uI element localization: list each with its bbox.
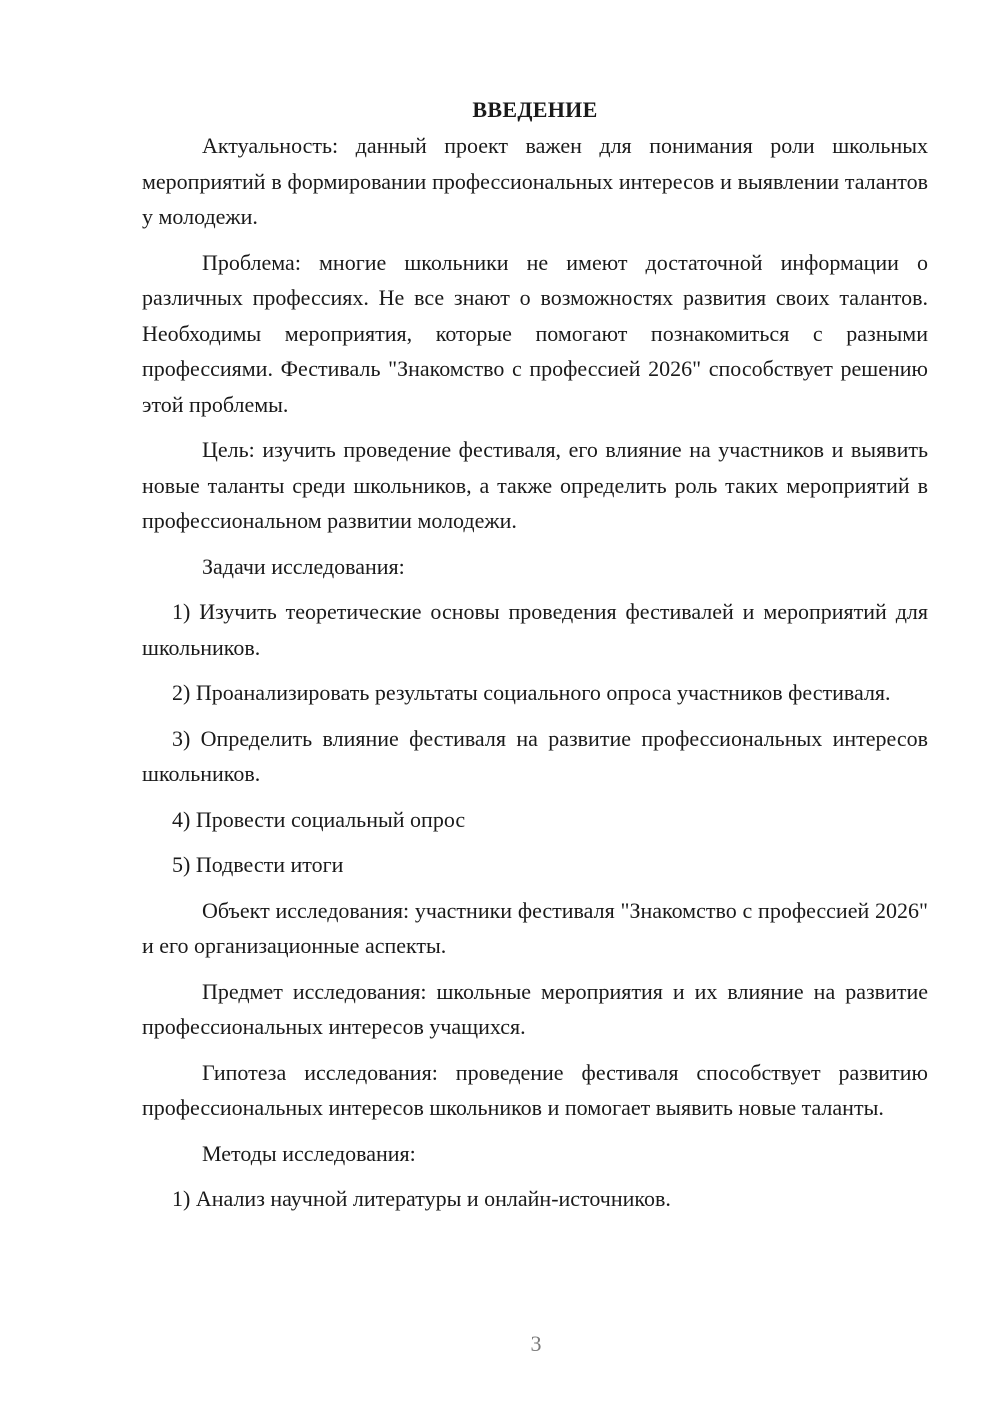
section-heading: ВВЕДЕНИЕ xyxy=(472,97,598,122)
document-page xyxy=(142,92,928,1227)
paragraph-goal: Цель: изучить проведение фестиваля, его влияние на участников и выявить новые таланты среди школьников, а также определить роль таких мероприятий в профессиональном развитии молодежи. xyxy=(142,437,928,533)
list-item-task-1: 1) Изучить теоретические основы проведения фестивалей и мероприятий для школьников. xyxy=(142,599,928,660)
paragraph-tasks-heading: Задачи исследования: xyxy=(202,553,405,579)
list-item-task-4: 4) Провести социальный опрос xyxy=(172,806,466,832)
paragraph-problem: Проблема: многие школьники не имеют достаточной информации о различных профессиях. Не все знают о возможностях развития своих талантов. Необходимы мероприятия, которые помогают познакомиться с разными профессиями. Фестиваль "Знакомство с профессией 2026" способствует решению этой проблемы. xyxy=(142,249,928,417)
paragraph-hypothesis: Гипотеза исследования: проведение фестиваля способствует развитию профессиональных интересов школьников и помогает выявить новые таланты. xyxy=(142,1059,928,1120)
paragraph-object: Объект исследования: участники фестиваля "Знакомство с профессией 2026" и его организационные аспекты. xyxy=(142,897,928,958)
paragraph-subject: Предмет исследования: школьные мероприятия и их влияние на развитие профессиональных интересов учащихся. xyxy=(142,978,928,1039)
page-number: 3 xyxy=(530,1331,542,1356)
list-item-task-5: 5) Подвести итоги xyxy=(172,852,344,877)
list-item-method-1: 1) Анализ научной литературы и онлайн-источников. xyxy=(172,1186,671,1211)
list-item-task-2: 2) Проанализировать результаты социального опроса участников фестиваля. xyxy=(172,680,891,705)
list-item-task-3: 3) Определить влияние фестиваля на развитие профессиональных интересов школьников. xyxy=(142,725,928,786)
paragraph-relevance: Актуальность: данный проект важен для понимания роли школьных мероприятий в формировании профессиональных интересов и выявлении талантов у молодежи. xyxy=(142,133,928,229)
paragraph-methods-heading: Методы исследования: xyxy=(202,1140,416,1166)
